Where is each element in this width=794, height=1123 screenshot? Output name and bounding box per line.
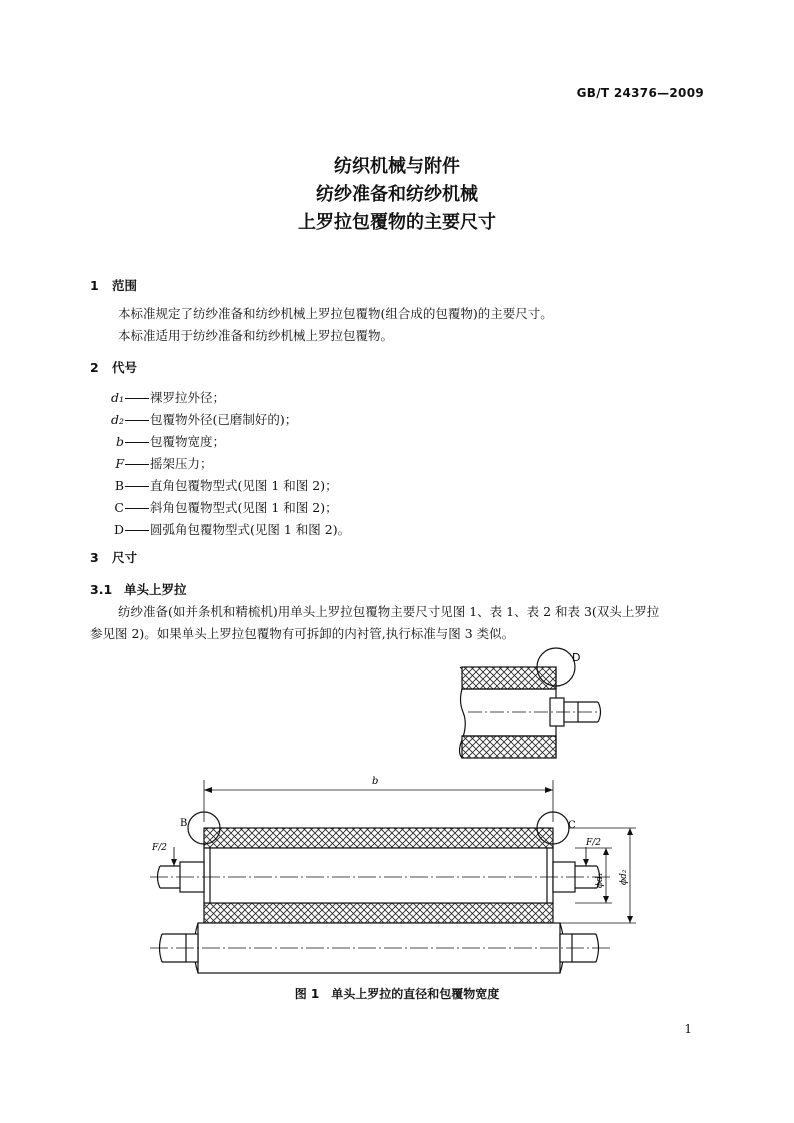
symbol: F <box>115 456 124 471</box>
symbol-desc: 裸罗拉外径； <box>150 390 226 405</box>
detail-d-view <box>460 648 601 758</box>
section-3-number: 3 <box>90 550 99 565</box>
detail-d-cover-bottom <box>462 736 556 758</box>
title-line-1: 纺织机械与附件 <box>334 156 460 177</box>
symbol: d₁ <box>110 390 124 405</box>
symbol-desc: 摇架压力； <box>150 456 213 471</box>
label-d1: ϕd₁ <box>595 872 605 888</box>
section-2-number: 2 <box>90 360 99 375</box>
label-force-left: F/2 <box>152 843 168 853</box>
title-line-3: 上罗拉包覆物的主要尺寸 <box>298 212 496 233</box>
label-b: B <box>180 818 188 829</box>
label-d: D <box>572 651 581 664</box>
section-3-1-number: 3.1 <box>90 582 113 597</box>
symbol: d₂ <box>110 412 124 427</box>
symbol-desc: 直角包覆物型式(见图 1 和图 2)； <box>150 478 338 493</box>
detail-d-cover-top <box>462 667 556 689</box>
symbol: C <box>114 500 124 515</box>
symbol: b <box>115 434 124 449</box>
page-number: 1 <box>684 1022 692 1036</box>
figure-1-caption: 图 1 单头上罗拉的直径和包覆物宽度 <box>294 987 500 1001</box>
section-1-title: 范围 <box>112 278 138 293</box>
label-c: C <box>568 820 576 831</box>
symbol: B <box>114 478 124 493</box>
section-3-1-paragraph-line-2: 参见图 2)。如果单头上罗拉包覆物有可拆卸的内衬管,执行标准与图 3 类似。 <box>90 626 515 641</box>
section-3-title: 尺寸 <box>112 550 138 565</box>
section-2-title: 代号 <box>112 360 138 375</box>
cover-bore <box>204 848 553 903</box>
cover-bottom <box>204 903 553 923</box>
cover-top <box>204 828 553 848</box>
symbol-desc: 包覆物外径(已磨制好的)； <box>150 412 298 427</box>
label-force-right: F/2 <box>586 838 602 848</box>
section-1-number: 1 <box>90 278 99 293</box>
main-roller-view <box>150 780 636 973</box>
section-3-1-title: 单头上罗拉 <box>124 582 187 597</box>
symbol-desc: 圆弧角包覆物型式(见图 1 和图 2)。 <box>150 522 351 537</box>
standard-number: GB/T 24376—2009 <box>576 86 704 100</box>
label-b-dimension: b <box>372 776 379 787</box>
title-line-2: 纺纱准备和纺纱机械 <box>316 184 478 205</box>
symbol-desc: 斜角包覆物型式(见图 1 和图 2)； <box>150 500 338 515</box>
symbol: D <box>113 522 124 537</box>
section-1-paragraph-2: 本标准适用于纺纱准备和纺纱机械上罗拉包覆物。 <box>118 328 394 343</box>
section-1-paragraph-1: 本标准规定了纺纱准备和纺纱机械上罗拉包覆物(组合成的包覆物)的主要尺寸。 <box>118 306 553 321</box>
label-d2: ϕd₂ <box>619 869 629 885</box>
symbol-desc: 包覆物宽度； <box>150 434 226 449</box>
section-3-1-paragraph-line-1: 纺纱准备(如并条机和精梳机)用单头上罗拉包覆物主要尺寸见图 1、表 1、表 2 和表 3(双头上罗拉 <box>118 604 660 619</box>
